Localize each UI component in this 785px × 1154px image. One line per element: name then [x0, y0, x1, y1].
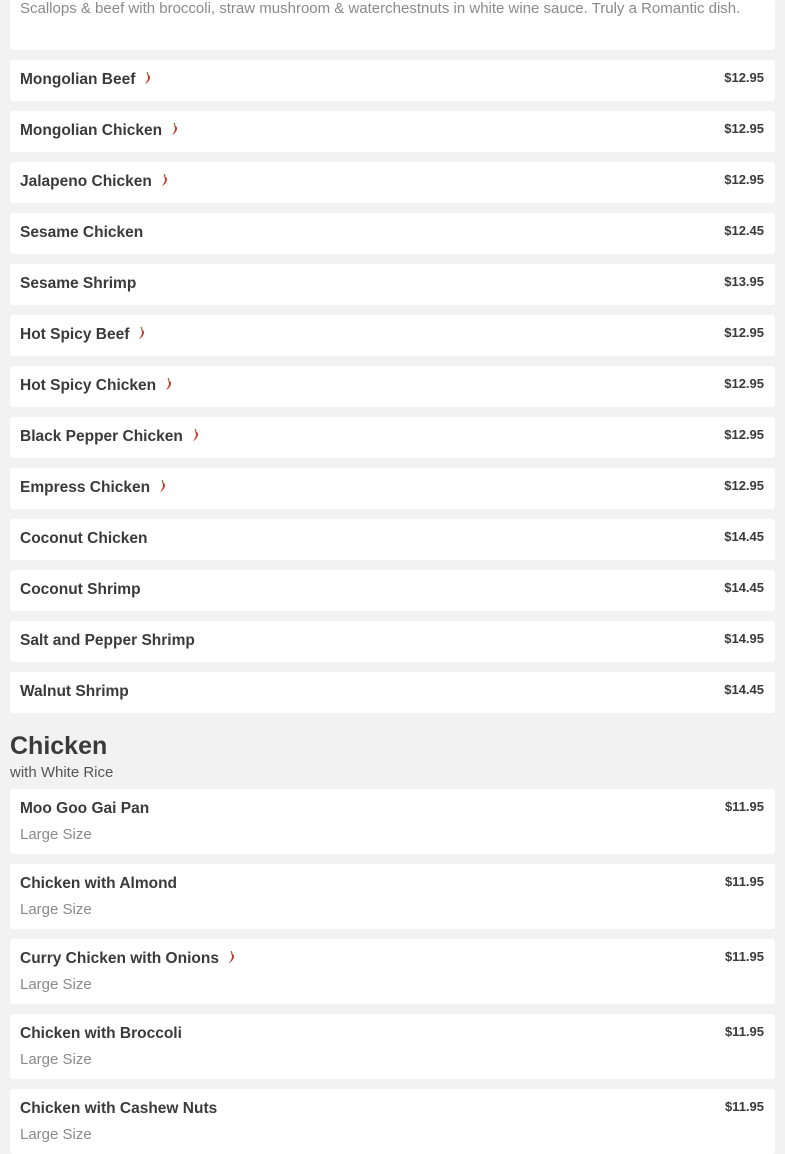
- item-price: $14.45: [724, 529, 764, 544]
- item-name: [20, 800, 149, 818]
- item-price: $12.95: [724, 121, 764, 136]
- item-name: [20, 377, 174, 395]
- menu-item[interactable]: [10, 162, 775, 203]
- item-name: [20, 1025, 182, 1043]
- menu-item[interactable]: [10, 1089, 775, 1154]
- item-name-text: Empress Chicken: [20, 479, 151, 496]
- item-name-text: Mongolian Beef: [20, 71, 136, 88]
- menu-item[interactable]: [10, 621, 775, 662]
- item-name: [20, 326, 147, 344]
- item-name-text: Coconut Chicken: [20, 530, 148, 547]
- menu-item[interactable]: [10, 60, 775, 101]
- menu-item[interactable]: [10, 417, 775, 458]
- item-name-text: Chicken with Almond: [20, 875, 178, 892]
- section-subtitle: with White Rice: [10, 764, 114, 781]
- item-price: $13.95: [724, 274, 764, 289]
- item-price: $11.95: [724, 1024, 764, 1039]
- item-size: Large Size: [20, 976, 92, 993]
- chicken-list: [10, 789, 775, 1154]
- item-size: Large Size: [20, 1126, 92, 1143]
- item-name: [20, 71, 153, 89]
- item-name: [20, 950, 237, 968]
- menu-item[interactable]: [10, 111, 775, 152]
- menu-item[interactable]: [10, 213, 775, 254]
- item-name: [20, 224, 143, 242]
- item-name-text: Walnut Shrimp: [20, 683, 129, 700]
- menu-item[interactable]: [10, 570, 775, 611]
- menu-item[interactable]: [10, 864, 775, 929]
- item-name: [20, 683, 129, 701]
- item-size: Large Size: [20, 826, 92, 843]
- item-name: [20, 530, 147, 548]
- item-price: $11.95: [724, 799, 764, 814]
- menu-item[interactable]: [10, 468, 775, 509]
- section-title: Chicken: [10, 732, 108, 760]
- item-name-text: Coconut Shrimp: [20, 581, 141, 598]
- menu-item[interactable]: [10, 672, 775, 713]
- chili-pepper-icon: [158, 479, 168, 493]
- item-price: $14.45: [724, 682, 764, 697]
- menu-item[interactable]: [10, 939, 775, 1004]
- item-name: [20, 632, 195, 650]
- item-name: [20, 428, 201, 446]
- chili-pepper-icon: [191, 428, 201, 442]
- menu-content: [10, 0, 775, 1154]
- item-name-text: Sesame Shrimp: [20, 275, 137, 292]
- item-name: [20, 875, 177, 893]
- item-price: $12.95: [724, 478, 764, 493]
- menu-item[interactable]: [10, 789, 775, 854]
- item-name-text: Mongolian Chicken: [20, 122, 163, 139]
- item-price: $12.95: [724, 376, 764, 391]
- item-name-text: Hot Spicy Chicken: [20, 377, 157, 394]
- chili-pepper-icon: [137, 326, 147, 340]
- menu-item[interactable]: [10, 366, 775, 407]
- item-name: [20, 122, 180, 140]
- chili-pepper-icon: [227, 950, 237, 964]
- item-size: Large Size: [20, 901, 92, 918]
- item-name: [20, 173, 170, 191]
- chili-pepper-icon: [164, 377, 174, 391]
- item-price: $12.95: [724, 325, 764, 340]
- item-price: $14.95: [724, 631, 764, 646]
- item-name-text: Sesame Chicken: [20, 224, 144, 241]
- item-price: $12.45: [724, 223, 764, 238]
- chili-pepper-icon: [170, 122, 180, 136]
- item-size: Large Size: [20, 1051, 92, 1068]
- menu-item[interactable]: [10, 264, 775, 305]
- item-name-text: Jalapeno Chicken: [20, 173, 152, 190]
- item-description: Scallops & beef with broccoli, straw mushroom & waterchestnuts in white wine sauce. Truly a Romantic dish.: [20, 0, 741, 17]
- item-name-text: Chicken with Broccoli: [20, 1025, 182, 1042]
- item-price: $11.95: [724, 1099, 764, 1114]
- item-name-text: Curry Chicken with Onions: [20, 950, 219, 967]
- item-price: $12.95: [724, 70, 764, 85]
- item-price: $14.45: [724, 580, 764, 595]
- chili-pepper-icon: [143, 71, 153, 85]
- item-price: $11.95: [724, 949, 764, 964]
- item-name: [20, 1100, 217, 1118]
- item-price: $12.95: [724, 172, 764, 187]
- menu-item[interactable]: [10, 519, 775, 560]
- menu-item[interactable]: [10, 1014, 775, 1079]
- item-name-text: Black Pepper Chicken: [20, 428, 183, 445]
- specialties-list: [10, 60, 775, 713]
- item-name-text: Hot Spicy Beef: [20, 326, 130, 343]
- item-name: [20, 479, 168, 497]
- item-name-text: Salt and Pepper Shrimp: [20, 632, 195, 649]
- chili-pepper-icon: [160, 173, 170, 187]
- item-name-text: Moo Goo Gai Pan: [20, 800, 150, 817]
- item-name: [20, 581, 141, 599]
- item-price: $11.95: [724, 874, 764, 889]
- item-name: [20, 275, 136, 293]
- item-name-text: Chicken with Cashew Nuts: [20, 1100, 218, 1117]
- menu-item[interactable]: [10, 315, 775, 356]
- menu-item-card[interactable]: [10, 0, 775, 50]
- item-price: $12.95: [724, 427, 764, 442]
